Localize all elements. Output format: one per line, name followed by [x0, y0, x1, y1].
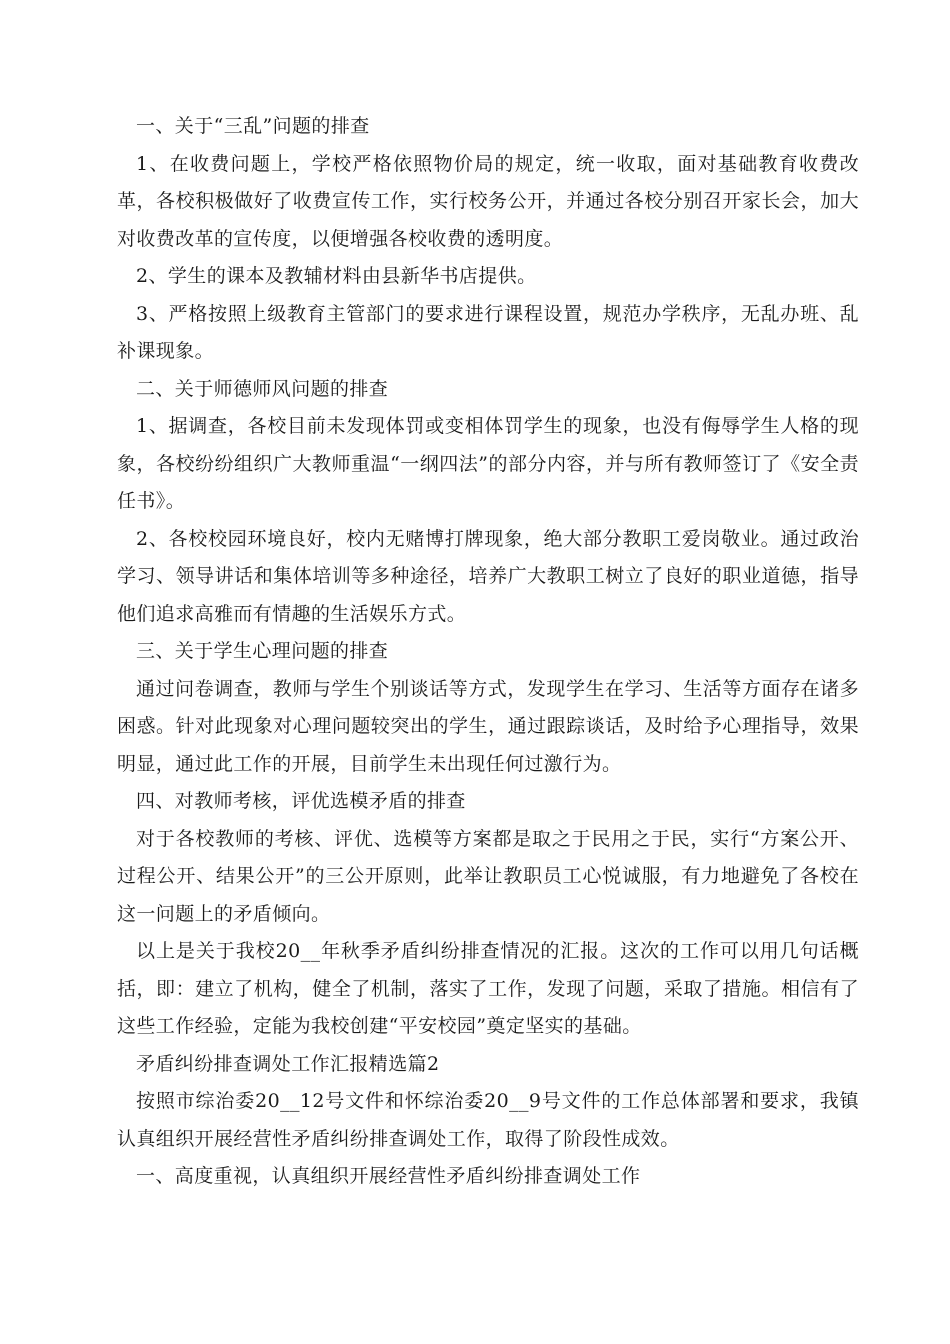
section-heading-3: 三、关于学生心理问题的排查 — [136, 640, 389, 662]
paragraph: 2、各校校园环境良好，校内无赌博打牌现象，绝大部分教职工爱岗敬业。通过政治学习、领导讲话和集体培训等多种途径，培养广大教职工树立了良好的职业道德，指导他们追求高雅而有情趣的生活娱乐方式。 — [117, 527, 859, 625]
paragraph: 通过问卷调查，教师与学生个别谈话等方式，发现学生在学习、生活等方面存在诸多困惑。针对此现象对心理问题较突出的学生，通过跟踪谈话，及时给予心理指导，效果明显，通过此工作的开展，目前学生未出现任何过激行为。 — [117, 677, 859, 775]
document-body — [117, 108, 859, 1196]
article-title: 矛盾纠纷排查调处工作汇报精选篇2 — [136, 1052, 440, 1075]
paragraph: 1、在收费问题上，学校严格依照物价局的规定，统一收取，面对基础教育收费改革，各校积极做好了收费宣传工作，实行校务公开，并通过各校分别召开家长会，加大对收费改革的宣传度，以便增强各校收费的透明度。 — [117, 152, 859, 250]
paragraph: 对于各校教师的考核、评优、选模等方案都是取之于民用之于民，实行“方案公开、过程公开、结果公开”的三公开原则，此举让教职员工心悦诚服，有力地避免了各校在这一问题上的矛盾倾向。 — [117, 827, 859, 925]
section-heading-4: 四、对教师考核，评优选模矛盾的排查 — [136, 790, 466, 812]
paragraph: 3、严格按照上级教育主管部门的要求进行课程设置，规范办学秩序，无乱办班、乱补课现象。 — [117, 302, 859, 362]
paragraph: 1、据调查，各校目前未发现体罚或变相体罚学生的现象，也没有侮辱学生人格的现象，各校纷纷组织广大教师重温“一纲四法”的部分内容，并与所有教师签订了《安全责任书》。 — [117, 415, 859, 512]
paragraph: 以上是关于我校20__年秋季矛盾纠纷排查情况的汇报。这次的工作可以用几句话概括，即：建立了机构，健全了机制，落实了工作，发现了问题，采取了措施。相信有了这些工作经验，定能为我校创建“平安校园”奠定坚实的基础。 — [117, 940, 859, 1037]
section-heading-2: 二、关于师德师风问题的排查 — [136, 377, 389, 400]
paragraph: 按照市综治委20__12号文件和怀综治委20__9号文件的工作总体部署和要求，我镇认真组织开展经营性矛盾纠纷排查调处工作，取得了阶段性成效。 — [117, 1090, 859, 1150]
paragraph: 2、学生的课本及教辅材料由县新华书店提供。 — [136, 265, 537, 287]
section-heading-5: 一、高度重视，认真组织开展经营性矛盾纠纷排查调处工作 — [136, 1165, 641, 1187]
section-heading-1: 一、关于“三乱”问题的排查 — [136, 115, 370, 137]
